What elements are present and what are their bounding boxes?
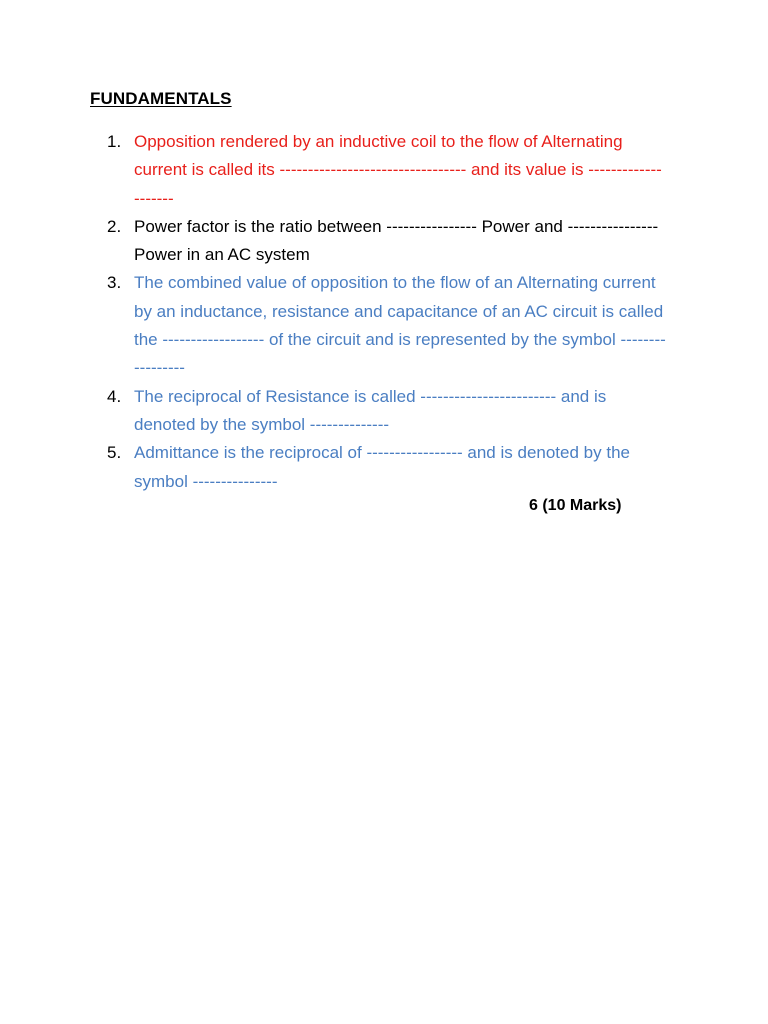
question-number: 2.: [107, 216, 122, 236]
question-text: Power factor is the ratio between ---------------- Power and ---------------- Power in an AC system: [134, 216, 659, 265]
section-heading: FUNDAMENTALS: [90, 89, 232, 108]
question-item: [107, 269, 667, 382]
question-text: The reciprocal of Resistance is called ------------------------ and is denoted by the symbol --------------: [134, 386, 607, 434]
question-item: [107, 383, 667, 440]
marks-label: 6 (10 Marks): [529, 497, 622, 514]
question-item: [107, 439, 667, 496]
question-text: The combined value of opposition to the flow of an Alternating current by an inductance, resistance and capacitance of an AC circuit is called the ------------------ of the circuit and is represented by the symbol -----------------: [134, 273, 666, 378]
question-list: [107, 128, 667, 496]
question-item: [107, 128, 667, 213]
question-number: 3.: [107, 273, 122, 293]
question-text: Opposition rendered by an inductive coil to the flow of Alternating current is called its --------------------------------- and its value is --------------------: [134, 132, 662, 208]
question-number: 1.: [107, 132, 122, 151]
question-number: 4.: [107, 386, 122, 406]
question-number: 5.: [107, 443, 122, 463]
question-item: [107, 213, 667, 270]
question-text: Admittance is the reciprocal of ----------------- and is denoted by the symbol ---------------: [134, 443, 630, 491]
